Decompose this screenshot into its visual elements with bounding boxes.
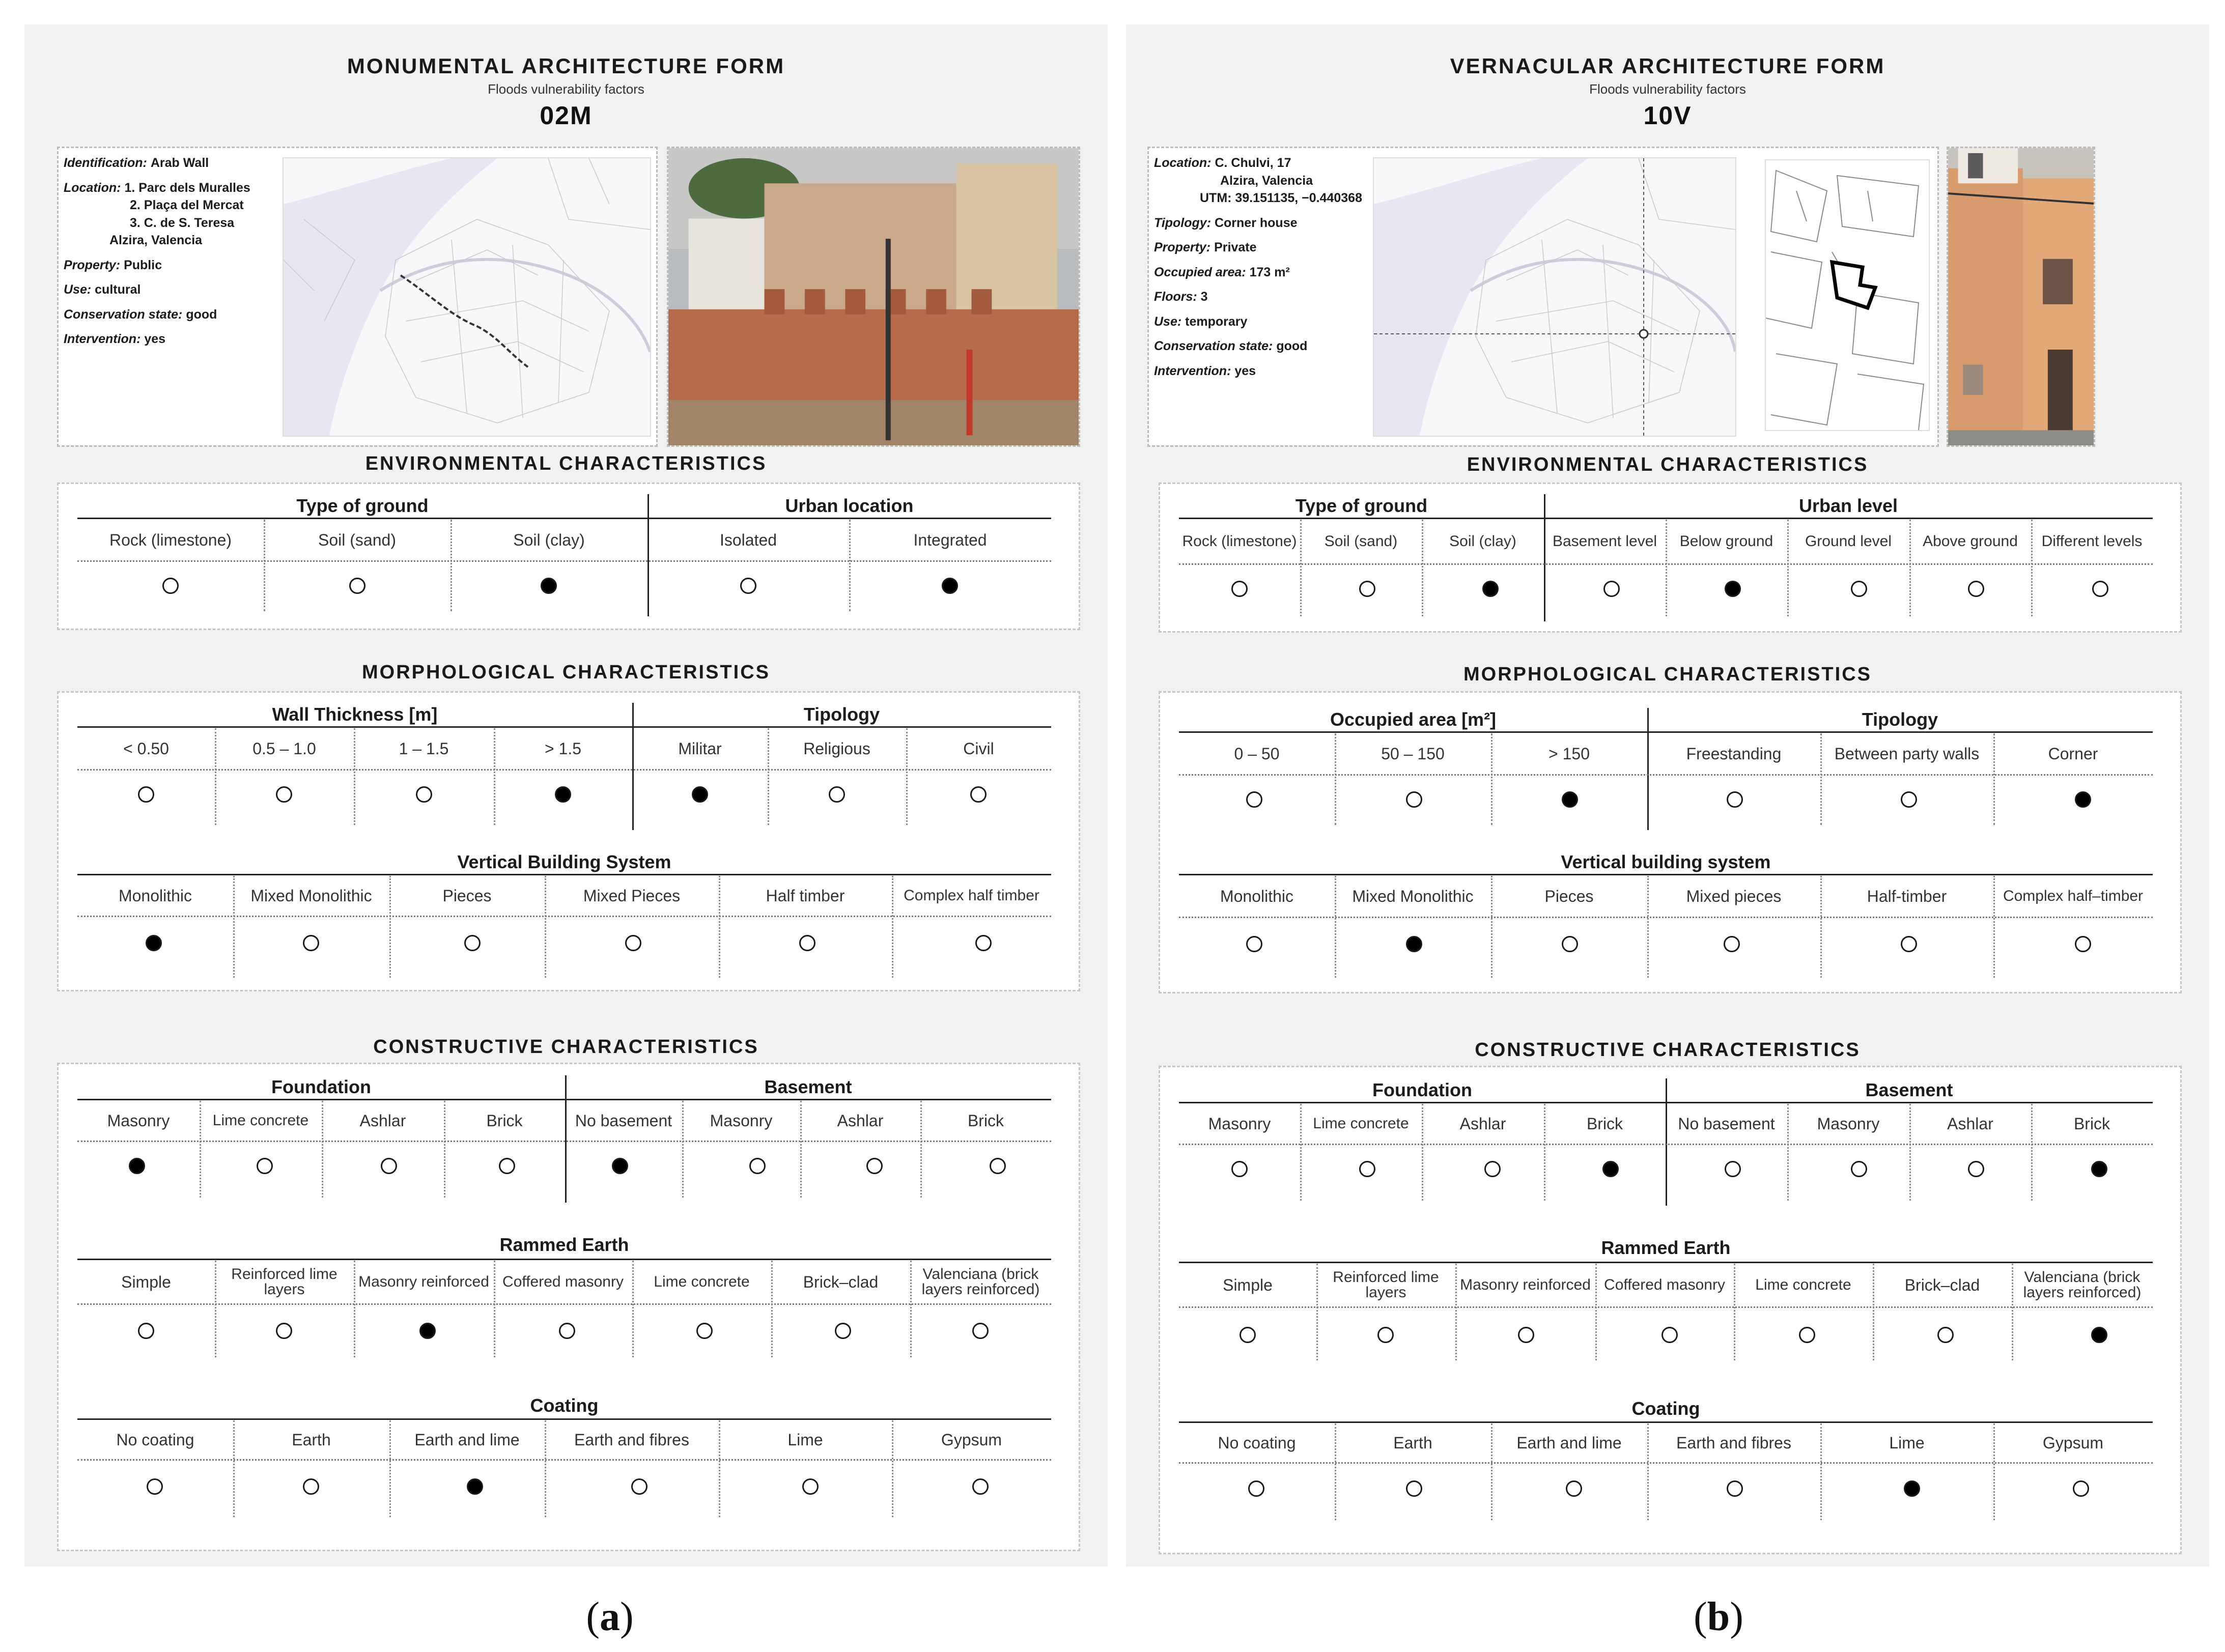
option-label: Reinforced lime layers	[1333, 1269, 1439, 1301]
option-label: 0.5 – 1.0	[252, 739, 316, 758]
form-title: MONUMENTAL ARCHITECTURE FORM	[347, 54, 785, 78]
section-title: ENVIRONMENTAL CHARACTERISTICS	[1467, 454, 1869, 475]
group-title: Coating	[1631, 1398, 1700, 1419]
option-label: No basement	[575, 1112, 672, 1130]
form-code: 10V	[1643, 101, 1692, 130]
info-intervention: Intervention: yes	[1154, 363, 1256, 378]
morphological-table	[1159, 691, 2182, 993]
option-marker	[162, 578, 179, 594]
option-label: Lime concrete	[1313, 1115, 1409, 1132]
info-floors: Floors: 3	[1154, 290, 1208, 304]
option-marker	[1901, 936, 1917, 952]
option-label: Mixed Monolithic	[1352, 887, 1474, 905]
option-label: Soil (sand)	[318, 531, 396, 549]
option-marker	[1562, 936, 1578, 952]
option-label: Lime concrete	[1755, 1276, 1851, 1293]
option-label: Different levels	[2041, 533, 2143, 550]
option-marker	[2091, 1327, 2107, 1343]
option-marker	[146, 935, 162, 951]
option-label: Mixed Pieces	[583, 887, 681, 905]
info-list	[64, 154, 288, 355]
group-title: Urban level	[1798, 495, 1898, 516]
option-marker	[541, 578, 557, 594]
group-title: Coating	[530, 1395, 599, 1416]
option-marker	[1799, 1327, 1815, 1343]
form-code: 02M	[540, 101, 593, 130]
option-marker	[467, 1478, 483, 1495]
info-list	[1154, 154, 1378, 387]
info-tipology: Tipology: Corner house	[1154, 215, 1298, 230]
option-marker	[972, 1323, 989, 1339]
option-marker	[499, 1158, 515, 1174]
option-marker	[1851, 581, 1867, 597]
option-label: Half timber	[766, 887, 845, 905]
group-title: Basement	[1865, 1079, 1953, 1100]
info-identification: Identification: Arab Wall	[64, 156, 209, 170]
option-marker	[696, 1323, 713, 1339]
option-label: Civil	[963, 739, 994, 758]
option-label: Soil (clay)	[1449, 533, 1516, 550]
option-label: Brick–clad	[803, 1273, 879, 1291]
option-label: No basement	[1678, 1115, 1775, 1133]
option-marker	[625, 935, 641, 951]
option-label: Soil (sand)	[1324, 533, 1398, 550]
option-label: Mixed pieces	[1686, 887, 1782, 905]
option-label: Brick	[1586, 1115, 1623, 1133]
option-label: Pieces	[1544, 887, 1594, 905]
option-marker	[802, 1478, 819, 1495]
group-title: Vertical Building System	[457, 851, 671, 872]
option-label: Ashlar	[1947, 1115, 1993, 1133]
option-marker	[1231, 581, 1248, 597]
option-label: Militar	[678, 739, 722, 758]
option-marker	[740, 578, 756, 594]
option-marker	[1406, 1480, 1422, 1497]
info-conservation-state: Conservation state: good	[1154, 339, 1308, 353]
option-label: Coffered masonry	[502, 1273, 624, 1290]
environmental-table	[1159, 482, 2182, 633]
group-title: Rammed Earth	[1601, 1237, 1731, 1258]
option-label: Above ground	[1923, 533, 2018, 550]
group-title: Tipology	[1862, 709, 1938, 730]
option-label: Freestanding	[1686, 745, 1782, 763]
option-label: No coating	[116, 1431, 194, 1449]
location-map	[283, 157, 651, 437]
option-marker	[970, 786, 987, 803]
option-marker	[1724, 936, 1740, 952]
option-label: Simple	[1223, 1276, 1273, 1294]
option-label: > 1.5	[544, 739, 582, 758]
option-marker	[1937, 1327, 1954, 1343]
option-label: Isolated	[719, 531, 777, 549]
group-title: Vertical building system	[1561, 851, 1771, 872]
option-marker	[1359, 581, 1375, 597]
option-marker	[1562, 791, 1578, 808]
option-marker	[464, 935, 481, 951]
option-label: Earth	[292, 1431, 331, 1449]
option-marker	[303, 1478, 319, 1495]
constructive-table	[57, 1063, 1080, 1551]
option-label: Brick–clad	[1904, 1276, 1980, 1294]
option-marker	[1602, 1161, 1619, 1177]
option-marker	[1851, 1161, 1867, 1177]
option-marker	[1240, 1327, 1256, 1343]
group-title: Type of ground	[296, 495, 429, 516]
option-label: Soil (clay)	[513, 531, 585, 549]
option-marker	[1518, 1327, 1534, 1343]
option-label: Basement level	[1552, 533, 1657, 550]
option-marker	[2075, 791, 2091, 808]
option-label: Religious	[803, 739, 870, 758]
info-location: Location: C. Chulvi, 17 Alzira, Valencia UTM: 39.151135, −0.440368	[1154, 156, 1362, 205]
option-label: Monolithic	[118, 887, 192, 905]
option-label: Pieces	[442, 887, 492, 905]
option-label: Complex half–timber	[2003, 888, 2144, 904]
option-marker	[866, 1158, 883, 1174]
option-marker	[1727, 791, 1743, 808]
option-marker	[1968, 581, 1984, 597]
option-marker	[2091, 1161, 2107, 1177]
option-label: Corner	[2048, 745, 2098, 763]
option-label: Gypsum	[941, 1431, 1002, 1449]
option-label: Valenciana (brick layers reinforced)	[921, 1266, 1040, 1298]
option-marker	[349, 578, 365, 594]
building-photo	[1947, 147, 2095, 447]
monumental-architecture-form	[24, 24, 1108, 1566]
option-marker	[990, 1158, 1006, 1174]
option-marker	[2073, 1480, 2089, 1497]
option-marker	[1484, 1161, 1501, 1177]
option-marker	[1725, 581, 1741, 597]
option-marker	[1406, 791, 1422, 808]
option-label: < 0.50	[123, 739, 169, 758]
option-marker	[1246, 791, 1262, 808]
option-marker	[138, 786, 154, 803]
vernacular-architecture-form	[1126, 24, 2209, 1566]
caption-a: (a)	[586, 1594, 634, 1639]
location-map	[1373, 157, 1736, 437]
info-use: Use: temporary	[1154, 314, 1248, 329]
section-title: MORPHOLOGICAL CHARACTERISTICS	[362, 662, 770, 683]
option-label: Simple	[121, 1273, 171, 1291]
option-label: No coating	[1218, 1434, 1296, 1452]
option-label: Lime concrete	[212, 1112, 309, 1129]
option-label: Monolithic	[1220, 887, 1294, 905]
option-label: Rock (limestone)	[109, 531, 232, 549]
option-label: > 150	[1548, 745, 1590, 763]
option-marker	[1566, 1480, 1582, 1497]
option-marker	[1904, 1480, 1920, 1497]
option-label: Lime	[1889, 1434, 1925, 1452]
option-label: Reinforced lime layers	[231, 1266, 337, 1298]
option-marker	[276, 786, 292, 803]
option-marker	[972, 1478, 989, 1495]
caption-b: (b)	[1694, 1594, 1743, 1639]
identification-panel	[57, 147, 658, 447]
group-title: Wall Thickness [m]	[272, 704, 438, 725]
section-title: ENVIRONMENTAL CHARACTERISTICS	[365, 453, 767, 474]
option-label: 0 – 50	[1234, 745, 1280, 763]
option-label: Ashlar	[1459, 1115, 1506, 1133]
option-marker	[129, 1158, 145, 1174]
section-title: CONSTRUCTIVE CHARACTERISTICS	[1475, 1039, 1861, 1061]
option-marker	[1377, 1327, 1394, 1343]
option-marker	[829, 786, 845, 803]
info-property: Property: Private	[1154, 240, 1257, 254]
option-marker	[2092, 581, 2108, 597]
option-label: Below ground	[1679, 533, 1773, 550]
option-label: Earth and lime	[1516, 1434, 1622, 1452]
morphological-table	[57, 691, 1080, 991]
environmental-table	[57, 482, 1080, 630]
option-label: Between party walls	[1834, 745, 1980, 763]
option-label: Integrated	[913, 531, 987, 549]
option-marker	[1482, 581, 1499, 597]
option-marker	[835, 1323, 851, 1339]
option-label: Masonry	[1208, 1115, 1271, 1133]
option-marker	[1406, 936, 1422, 952]
option-label: Complex half timber	[904, 887, 1039, 904]
option-marker	[1968, 1161, 1984, 1177]
form-subtitle: Floods vulnerability factors	[488, 81, 644, 97]
option-marker	[1901, 791, 1917, 808]
option-marker	[612, 1158, 628, 1174]
option-marker	[1727, 1480, 1743, 1497]
group-title: Tipology	[803, 704, 880, 725]
option-label: Masonry reinforced	[1460, 1276, 1591, 1293]
option-marker	[2075, 936, 2091, 952]
option-label: Earth	[1393, 1434, 1432, 1452]
option-marker	[942, 578, 958, 594]
info-use: Use: cultural	[64, 282, 141, 297]
option-marker	[799, 935, 815, 951]
form-title: VERNACULAR ARCHITECTURE FORM	[1450, 54, 1885, 78]
option-marker	[276, 1323, 292, 1339]
option-label: Earth and fibres	[574, 1431, 689, 1449]
option-label: Coffered masonry	[1604, 1276, 1725, 1293]
option-label: Ashlar	[837, 1112, 884, 1130]
identification-panel	[1147, 147, 1939, 447]
option-marker	[559, 1323, 575, 1339]
section-title: CONSTRUCTIVE CHARACTERISTICS	[373, 1036, 759, 1058]
option-marker	[303, 935, 319, 951]
option-label: Half-timber	[1867, 887, 1947, 905]
detail-map	[1765, 159, 1930, 431]
option-label: Lime	[787, 1431, 823, 1449]
option-label: Ashlar	[359, 1112, 406, 1130]
building-photo	[667, 147, 1080, 447]
option-label: Masonry	[1817, 1115, 1880, 1133]
option-marker	[975, 935, 992, 951]
option-marker	[419, 1323, 436, 1339]
option-label: Brick	[486, 1112, 523, 1130]
group-title: Foundation	[1372, 1079, 1472, 1100]
option-label: Rock (limestone)	[1182, 533, 1297, 550]
option-marker	[1246, 936, 1262, 952]
option-marker	[1231, 1161, 1248, 1177]
option-label: 50 – 150	[1381, 745, 1445, 763]
group-title: Rammed Earth	[499, 1234, 629, 1255]
option-marker	[381, 1158, 397, 1174]
option-marker	[147, 1478, 163, 1495]
option-marker	[1359, 1161, 1375, 1177]
option-label: Brick	[2073, 1115, 2110, 1133]
info-location: Location: 1. Parc dels Muralles 2. Plaça del Mercat 3. C. de S. Teresa Alzira, Valencia	[64, 180, 250, 247]
info-conservation-state: Conservation state: good	[64, 307, 217, 322]
option-label: Earth and lime	[414, 1431, 520, 1449]
option-marker	[1603, 581, 1620, 597]
option-marker	[692, 786, 708, 803]
option-marker	[631, 1478, 647, 1495]
group-title: Occupied area [m²]	[1330, 709, 1497, 730]
group-title: Type of ground	[1295, 495, 1428, 516]
option-label: Masonry	[107, 1112, 170, 1130]
option-label: Masonry	[710, 1112, 773, 1130]
constructive-table	[1159, 1066, 2182, 1554]
option-label: Valenciana (brick layers reinforced)	[2023, 1269, 2142, 1301]
option-label: Gypsum	[2042, 1434, 2104, 1452]
option-marker	[138, 1323, 154, 1339]
option-marker	[1248, 1480, 1264, 1497]
option-label: Brick	[967, 1112, 1004, 1130]
option-marker	[555, 786, 571, 803]
option-label: Ground level	[1805, 533, 1892, 550]
option-marker	[1661, 1327, 1678, 1343]
option-marker	[749, 1158, 766, 1174]
option-label: Masonry reinforced	[358, 1273, 489, 1290]
info-property: Property: Public	[64, 258, 162, 272]
option-marker	[1725, 1161, 1741, 1177]
section-title: MORPHOLOGICAL CHARACTERISTICS	[1463, 664, 1872, 685]
option-label: Lime concrete	[654, 1273, 750, 1290]
option-marker	[257, 1158, 273, 1174]
group-title: Foundation	[271, 1076, 371, 1097]
option-marker	[416, 786, 432, 803]
option-label: Mixed Monolithic	[250, 887, 372, 905]
form-subtitle: Floods vulnerability factors	[1589, 81, 1746, 97]
option-label: Earth and fibres	[1676, 1434, 1791, 1452]
info-intervention: Intervention: yes	[64, 332, 166, 346]
group-title: Urban location	[785, 495, 914, 516]
group-title: Basement	[764, 1076, 852, 1097]
info-occupied-area: Occupied area: 173 m²	[1154, 265, 1290, 279]
option-label: 1 – 1.5	[399, 739, 449, 758]
